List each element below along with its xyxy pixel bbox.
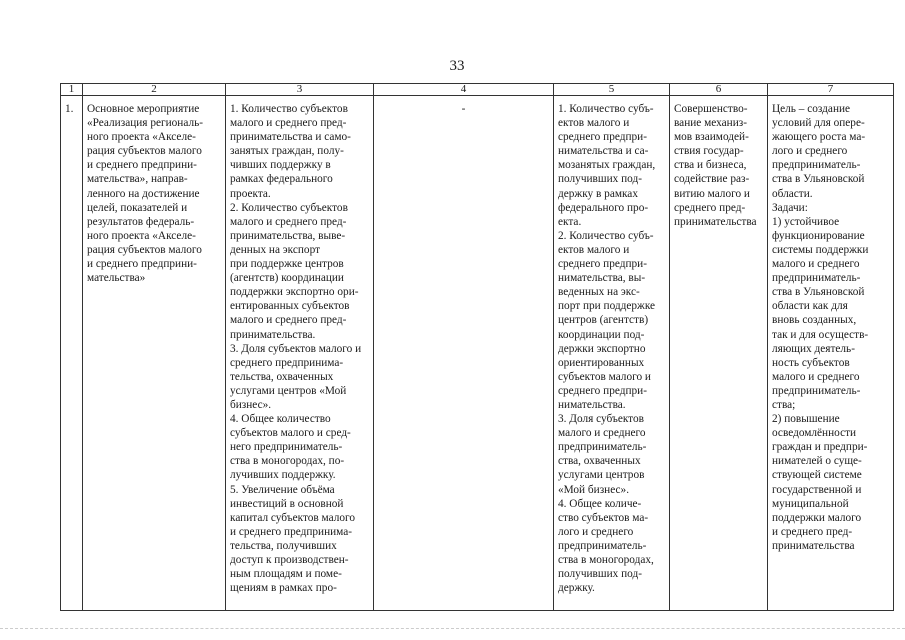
text-line: рамках федерального [230,173,333,186]
text-line: «Реализация региональ- [87,117,204,130]
text-line: области как для [772,300,848,313]
text-line: федерального про- [558,201,649,214]
table-row [61,96,894,611]
column-4-cell: - [374,96,554,611]
text-line: нимательства, вы- [558,272,646,285]
text-line: рация субъектов малого [87,243,202,256]
text-line: ектов малого и [558,243,630,256]
text-line: ства в Ульяновской [772,286,865,299]
text-line: екта. [558,215,582,228]
text-line: щениям в рамках про- [230,582,337,595]
text-line: предприниматель- [772,159,861,172]
text-line: 3. Доля субъектов малого и [230,342,362,355]
header-cell: 2 [83,84,226,96]
text-line: малого и среднего пред- [230,314,347,327]
text-line: 1. Количество субъектов [230,103,348,115]
text-line: проекта. [230,187,271,200]
text-line: лучивших поддержку. [230,469,336,482]
text-line: малого и среднего [772,370,860,383]
text-line: при поддержке центров [230,258,344,271]
text-line: малого и среднего пред- [230,215,347,228]
text-line: предприниматель- [558,441,647,454]
text-line: занятых граждан, полу- [230,145,344,158]
text-line: принимательства [674,215,757,228]
text-line: ляющих деятель- [772,342,855,355]
text-line: ство субъектов ма- [558,511,649,524]
text-line: него предприниматель- [230,441,343,454]
text-line: ного проекта «Акселе- [87,131,196,144]
header-row [61,84,894,96]
text-line: ствия государ- [674,145,744,158]
text-line: среднего предпринима- [230,356,344,369]
text-line: результатов федераль- [87,215,195,228]
text-line: предприниматель- [772,384,861,397]
text-line: мательства», направ- [87,173,188,186]
text-line: центров (агентств) [558,314,649,327]
text-line: Совершенство- [674,103,748,115]
federal-indicators-cell [554,96,670,611]
text-line: условий для опере- [772,117,865,130]
text-line: ства и бизнеса, [674,159,747,172]
text-line: Задачи: [772,201,808,214]
text-line: системы поддержки [772,243,869,256]
text-line: вание механиз- [674,117,747,130]
text-line: ства в моногородах, [558,554,654,566]
text-line: ориентированных [558,356,645,369]
text-line: тельства, охваченных [230,370,334,383]
scan-edge-line [0,628,905,630]
text-line: 1. Количество субъ- [558,103,654,115]
text-line: витию малого и [674,187,750,200]
text-line: предприниматель- [558,539,647,552]
text-line: поддержки малого [772,511,862,524]
text-line: ентированных субъектов [230,300,350,313]
text-line: рация субъектов малого [87,145,202,158]
text-line: малого и среднего пред- [230,117,347,130]
text-line: и среднего предприни- [87,159,197,172]
text-line: поддержки экспортно ори- [230,286,359,299]
text-line: 4. Общее количество [230,413,331,426]
measure-name-cell [83,96,226,611]
text-line: координации под- [558,328,645,341]
text-line: ства в Ульяновской [772,173,865,186]
text-line: принимательства. [230,328,316,341]
text-line: лого и среднего [772,145,848,158]
text-line: ства; [772,398,796,411]
header-cell: 5 [554,84,670,96]
text-line: лого и среднего [558,525,634,538]
text-line: получивших под- [558,568,642,581]
text-line: ным площадям и поме- [230,568,342,581]
header-cell: 3 [226,84,374,96]
text-line: «Мой бизнес». [558,483,630,496]
text-line: Цель – создание [772,103,851,115]
text-line: среднего предпри- [558,384,647,397]
text-line: вновь созданных, [772,314,857,327]
text-line: 4. Общее количе- [558,497,642,510]
text-line: области. [772,187,813,200]
text-line: услугами центров [558,469,645,482]
text-line: 5. Увеличение объёма [230,483,335,496]
text-line: денных на экспорт [230,243,320,256]
text-line: 2. Количество субъектов [230,201,348,214]
text-line: принимательства, выве- [230,229,346,242]
text-line: получивших под- [558,173,642,186]
text-line: субъектов малого и [558,370,651,383]
text-line: среднего пред- [674,201,746,214]
text-line: инвестиций в основной [230,497,344,510]
text-line: субъектов малого и сред- [230,427,351,440]
text-line: держки экспортно [558,342,646,355]
text-line: нимательства. [558,398,626,411]
text-line: среднего предпри- [558,258,647,271]
text-line: ность субъектов [772,356,850,369]
text-line: бизнес». [230,398,272,411]
text-line: нимательства и са- [558,145,649,158]
text-line: 2. Количество субъ- [558,229,654,242]
text-line: ленного на достижение [87,187,200,200]
text-line: порт при поддержке [558,300,656,313]
text-line: мозанятых граждан, [558,159,656,172]
text-line: муниципальной [772,497,849,510]
text-line: Основное мероприятие [87,103,200,115]
text-line: ствующей системе [772,469,862,482]
text-line: и среднего пред- [772,525,853,538]
text-line: граждан и предпри- [772,441,868,454]
text-line: осведомлённости [772,427,857,440]
text-line: государственной и [772,483,862,496]
text-line: услугами центров «Мой [230,384,347,397]
header-cell: 7 [768,84,894,96]
header-cell: 6 [670,84,768,96]
indicators-cell [226,96,374,611]
directions-cell [670,96,768,611]
text-line: функционирование [772,229,865,242]
text-line: и среднего предприни- [87,258,197,271]
header-cell: 1 [61,84,83,96]
text-line: ства в моногородах, по- [230,455,345,468]
row-number: 1. [61,96,83,611]
header-cell: 4 [374,84,554,96]
text-line: малого и среднего [558,427,646,440]
text-line: держку. [558,582,595,595]
text-line: жающего роста ма- [772,131,866,144]
text-line: предприниматель- [772,272,861,285]
text-line: 1) устойчивое [772,215,840,228]
text-line: 3. Доля субъектов [558,413,644,426]
text-line: держку в рамках [558,187,638,200]
measures-table [60,83,894,611]
text-line: чивших поддержку в [230,159,331,172]
text-line: капитал субъектов малого [230,511,356,524]
text-line: целей, показателей и [87,201,188,214]
text-line: принимательства [772,539,855,552]
text-line: тельства, получивших [230,539,337,552]
goals-cell [768,96,894,611]
text-line: веденных на экс- [558,286,640,299]
text-line: доступ к производствен- [230,554,349,566]
text-line: принимательства и само- [230,131,351,144]
text-line: мательства» [87,272,146,285]
text-line: ектов малого и [558,117,630,130]
text-line: мов взаимодей- [674,131,749,144]
text-line: и среднего предпринима- [230,525,353,538]
text-line: содействие раз- [674,173,750,186]
page-number: 33 [449,58,465,74]
text-line: среднего предпри- [558,131,647,144]
text-line: нимателей о суще- [772,455,862,468]
text-line: ного проекта «Акселе- [87,229,196,242]
text-line: 2) повышение [772,413,840,426]
text-line: малого и среднего [772,258,860,271]
text-line: ства, охваченных [558,455,641,468]
text-line: (агентств) координации [230,272,344,285]
text-line: так и для осуществ- [772,328,869,341]
